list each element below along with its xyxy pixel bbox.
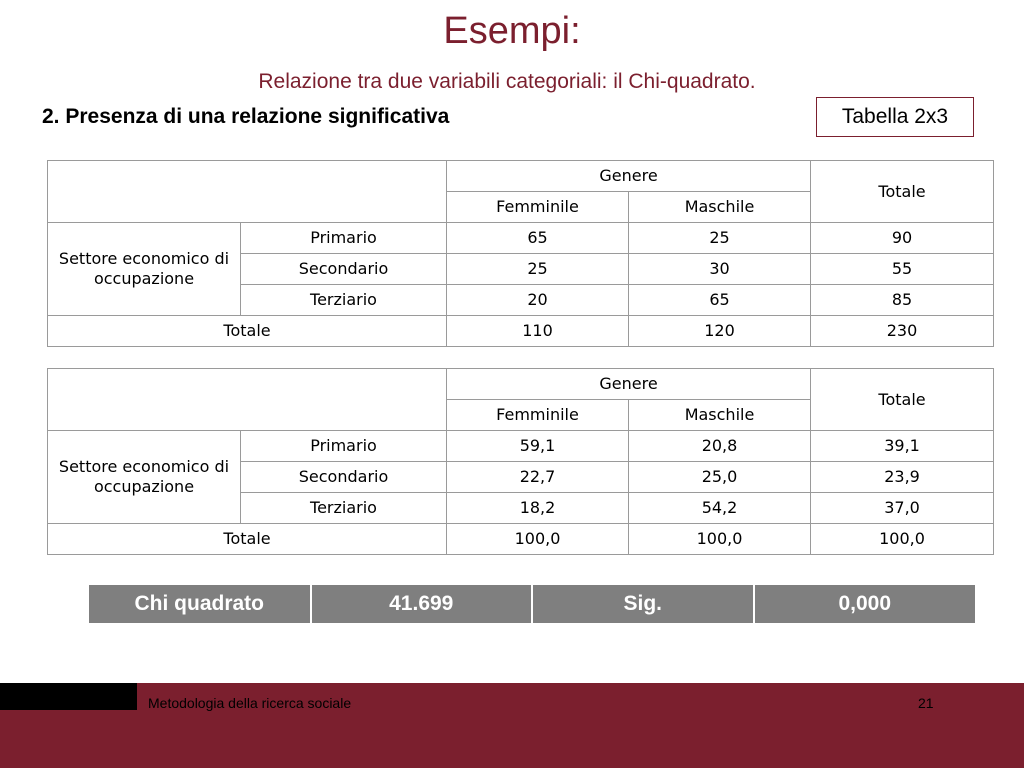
frequency-table [47,160,994,347]
row-label: Terziario [241,493,447,524]
cell-maschile: 20,8 [629,431,811,462]
cell-femminile: 100,0 [447,524,629,555]
table-row [48,223,994,254]
totale-header: Totale [811,369,994,431]
cell-femminile: 59,1 [447,431,629,462]
row-label: Terziario [241,285,447,316]
significance-value: 0,000 [838,592,892,615]
chi-square-summary [89,585,975,623]
cell-maschile: 30 [629,254,811,285]
significance-label: Sig. [532,585,754,623]
cell-maschile: 25 [629,223,811,254]
cell-totale: 90 [811,223,994,254]
corner-cell [48,369,447,431]
row-group-label: Settore economico di occupazione [48,223,241,316]
cell-maschile: 54,2 [629,493,811,524]
maschile-header: Maschile [629,400,811,431]
cell-maschile: 25,0 [629,462,811,493]
cell-femminile: 25 [447,254,629,285]
cell-totale: 37,0 [811,493,994,524]
percentage-table [47,368,994,555]
cell-totale: 23,9 [811,462,994,493]
cell-femminile: 110 [447,316,629,347]
cell-totale: 55 [811,254,994,285]
chi-square-value: 41.699 [311,585,533,623]
row-label: Secondario [241,462,447,493]
cell-totale: 85 [811,285,994,316]
cell-totale: 230 [811,316,994,347]
cell-totale: 100,0 [811,524,994,555]
footer-page-number: 21 [918,695,934,711]
corner-cell [48,161,447,223]
genere-header: Genere [447,369,811,400]
row-label: Primario [241,223,447,254]
femminile-header: Femminile [447,400,629,431]
footer-dark-strip [0,683,137,710]
total-row-label: Totale [48,524,447,555]
total-row [48,524,994,555]
slide-title: Esempi: [443,10,581,52]
cell-maschile: 120 [629,316,811,347]
maschile-header: Maschile [629,192,811,223]
table-type-tag: Tabella 2x3 [816,97,974,137]
totale-header: Totale [811,161,994,223]
cell-femminile: 65 [447,223,629,254]
cell-maschile: 100,0 [629,524,811,555]
femminile-header: Femminile [447,192,629,223]
cell-femminile: 18,2 [447,493,629,524]
cell-femminile: 20 [447,285,629,316]
total-row [48,316,994,347]
total-row-label: Totale [48,316,447,347]
section-heading: 2. Presenza di una relazione significativa [42,105,450,128]
cell-maschile: 65 [629,285,811,316]
cell-totale: 39,1 [811,431,994,462]
chi-square-label: Chi quadrato [89,585,311,623]
row-label: Primario [241,431,447,462]
cell-femminile: 22,7 [447,462,629,493]
genere-header: Genere [447,161,811,192]
row-label: Secondario [241,254,447,285]
table-row [48,431,994,462]
footer-band-left [0,710,137,768]
slide-subtitle: Relazione tra due variabili categoriali: il Chi-quadrato. [258,70,756,93]
footer-course-name: Metodologia della ricerca sociale [148,695,352,711]
row-group-label: Settore economico di occupazione [48,431,241,524]
